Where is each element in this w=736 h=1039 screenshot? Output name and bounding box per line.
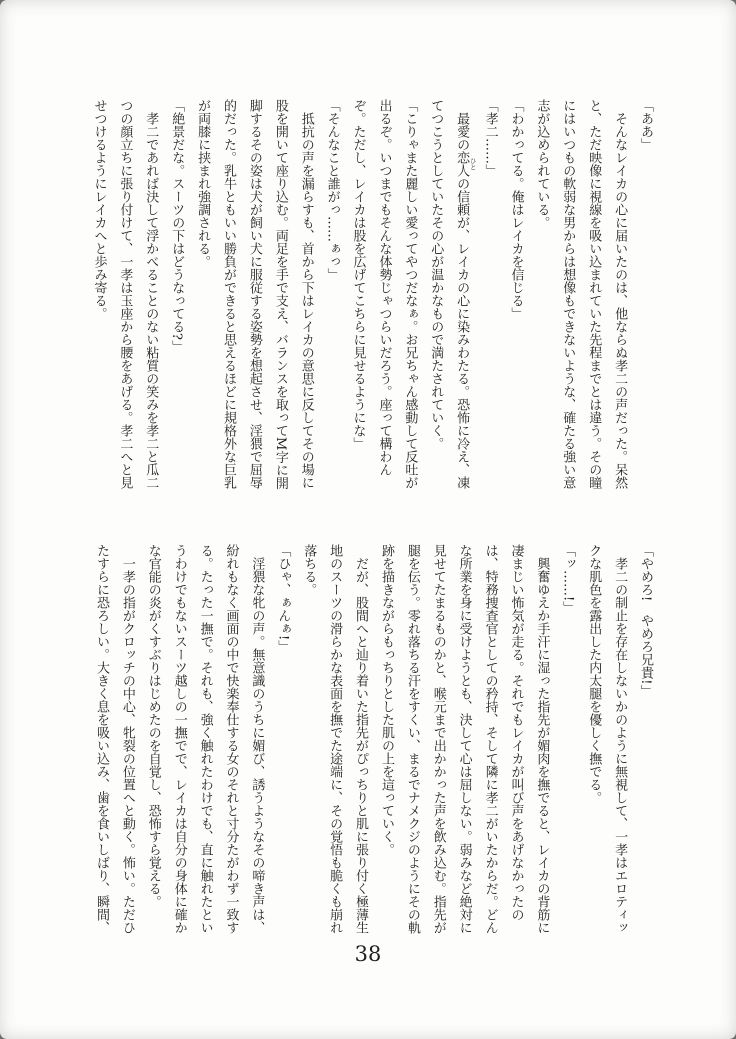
text-column: る。たった一撫で。それも、強く触れたわけでも、直に触れたとい: [197, 544, 213, 934]
text-column: 「そんなこと誰がっ……ぁっ」: [324, 99, 340, 281]
text-column: 淫猥な牝の声。無意識のうちに媚び、誘うようなその啼き声は、: [249, 557, 265, 934]
page-number: 38: [354, 942, 382, 966]
text-column: 脚するその姿は犬が飼い犬に服従する姿勢を想起させ、淫猥で屈辱: [246, 99, 262, 489]
text-column: 志が込められている。: [534, 99, 550, 229]
text-column: 出るぞ。いつまでもそんな体勢じゃつらいだろう。座って構わん: [376, 99, 392, 476]
text-column: 「孝二……」: [482, 99, 498, 177]
text-column: つの顔立ちに張り付けて、一孝は玉座から腰をあげる。孝二へと見: [117, 99, 133, 489]
text-column: は、特務捜査官としての矜持、そして隣に孝二がいたからだ。どん: [482, 544, 498, 934]
text-column: 「ひゃ、ぁんぁ!」: [275, 544, 291, 654]
text-column: 落ちる。: [301, 544, 317, 596]
text-column: な官能の炎がくすぶりはじめたのを自覚し、恐怖すら覚える。: [145, 544, 161, 908]
text-column: 孝二であれば決して浮かべることのない粘質の笑みを孝二と瓜二: [143, 112, 159, 489]
text-band-top: [88, 99, 658, 491]
text-column: そんなレイカの心に届いたのは、他ならぬ孝二の声だった。呆然: [612, 112, 628, 489]
text-band-bottom: [88, 544, 658, 936]
text-column: な所業を身に受けようとも、決して心は屈しない。弱みなど絶対に: [456, 544, 472, 934]
text-column: 抵抗の声を漏らすも、首から下はレイカの意思に反してその場に: [298, 112, 314, 489]
text-column: 股を開いて座り込む。両足を手で支え、バランスを取ってM字に開: [272, 99, 288, 490]
text-column: 見せてたまるものかと、喉元まで出かかった声を飲み込む。指先が: [430, 544, 446, 934]
text-column: と、ただ映像に視線を吸い込まれていた先程までとは違う。その瞳: [586, 99, 602, 489]
text-column: 紛れもなく画面の中で快楽奉仕する女のそれと寸分たがわず一致す: [223, 544, 239, 934]
text-column: たすらに恐ろしい。大きく息を吸い込み、歯を食いしばり、瞬間、: [93, 544, 109, 934]
text-column: うわけでもないスーツ越しの一撫でで、レイカは自分の身体に確か: [171, 544, 187, 934]
text-column: 跡を描きながらもっちりとした肌の上を這っていく。: [378, 544, 394, 856]
text-column: ぞ。ただし、レイカは股を広げてこちらに見せるようにな」: [350, 99, 366, 450]
text-column: 最愛の恋人 ひとの信頼が、レイカの心に染みわたる。恐怖に冷え、凍: [454, 112, 477, 489]
text-column: てつこうとしていたその心が温かなもので満たされていく。: [428, 99, 444, 450]
text-column: 的だった。乳牛ともいい勝負ができると思えるほどに規格外な巨乳: [221, 99, 236, 489]
text-column: 「ああ」: [638, 99, 653, 151]
text-column: 興奮ゆえか手汗に湿った指先が媚肉を撫でると、レイカの背筋に: [534, 557, 550, 934]
text-column: 「こりゃまた麗しい愛ってやつだなぁ。お兄ちゃん感動して反吐が: [402, 99, 418, 489]
text-column: 「やめろ! やめろ兄貴!」: [638, 544, 653, 698]
text-column: 「ッ……!」: [560, 544, 576, 615]
ruby-annotated-word: 恋人 ひと: [454, 151, 477, 177]
text-column: 孝二の制止を存在しないかのように無視して、一孝はエロティッ: [612, 557, 628, 934]
text-column: 「わかってる。俺はレイカを信じる」: [508, 99, 524, 320]
text-column: せつけるようにレイカへと歩み寄る。: [91, 99, 107, 320]
text-column: が両膝に挟まれ強調される。: [195, 99, 211, 268]
text-column: 一孝の指がクロッチの中心、牝裂の位置へと動く。怖い。ただひ: [119, 557, 135, 934]
text-column: 凄まじい怖気が走る。それでもレイカが叫び声をあげなかったの: [508, 544, 524, 921]
text-column: だが、股間へと辿り着いた指先がぴっちりと肌に張り付く極薄生: [353, 557, 369, 934]
text-column: 「絶景だな。スーツの下はどうなってる?」: [169, 99, 185, 353]
text-column: クな肌色を露出した内太腿を優しく撫でる。: [586, 544, 602, 804]
text-column: 腿を伝う。零れ落ちる汗をすくい、まるでナメクジのようにその軌: [404, 544, 420, 934]
text-column: 地のスーツの滑らかな表面を撫でた途端に、その覚悟も脆くも崩れ: [327, 544, 343, 934]
text-column: にはいつもの軟弱な男からは想像もできないような、確たる強い意: [560, 99, 576, 489]
